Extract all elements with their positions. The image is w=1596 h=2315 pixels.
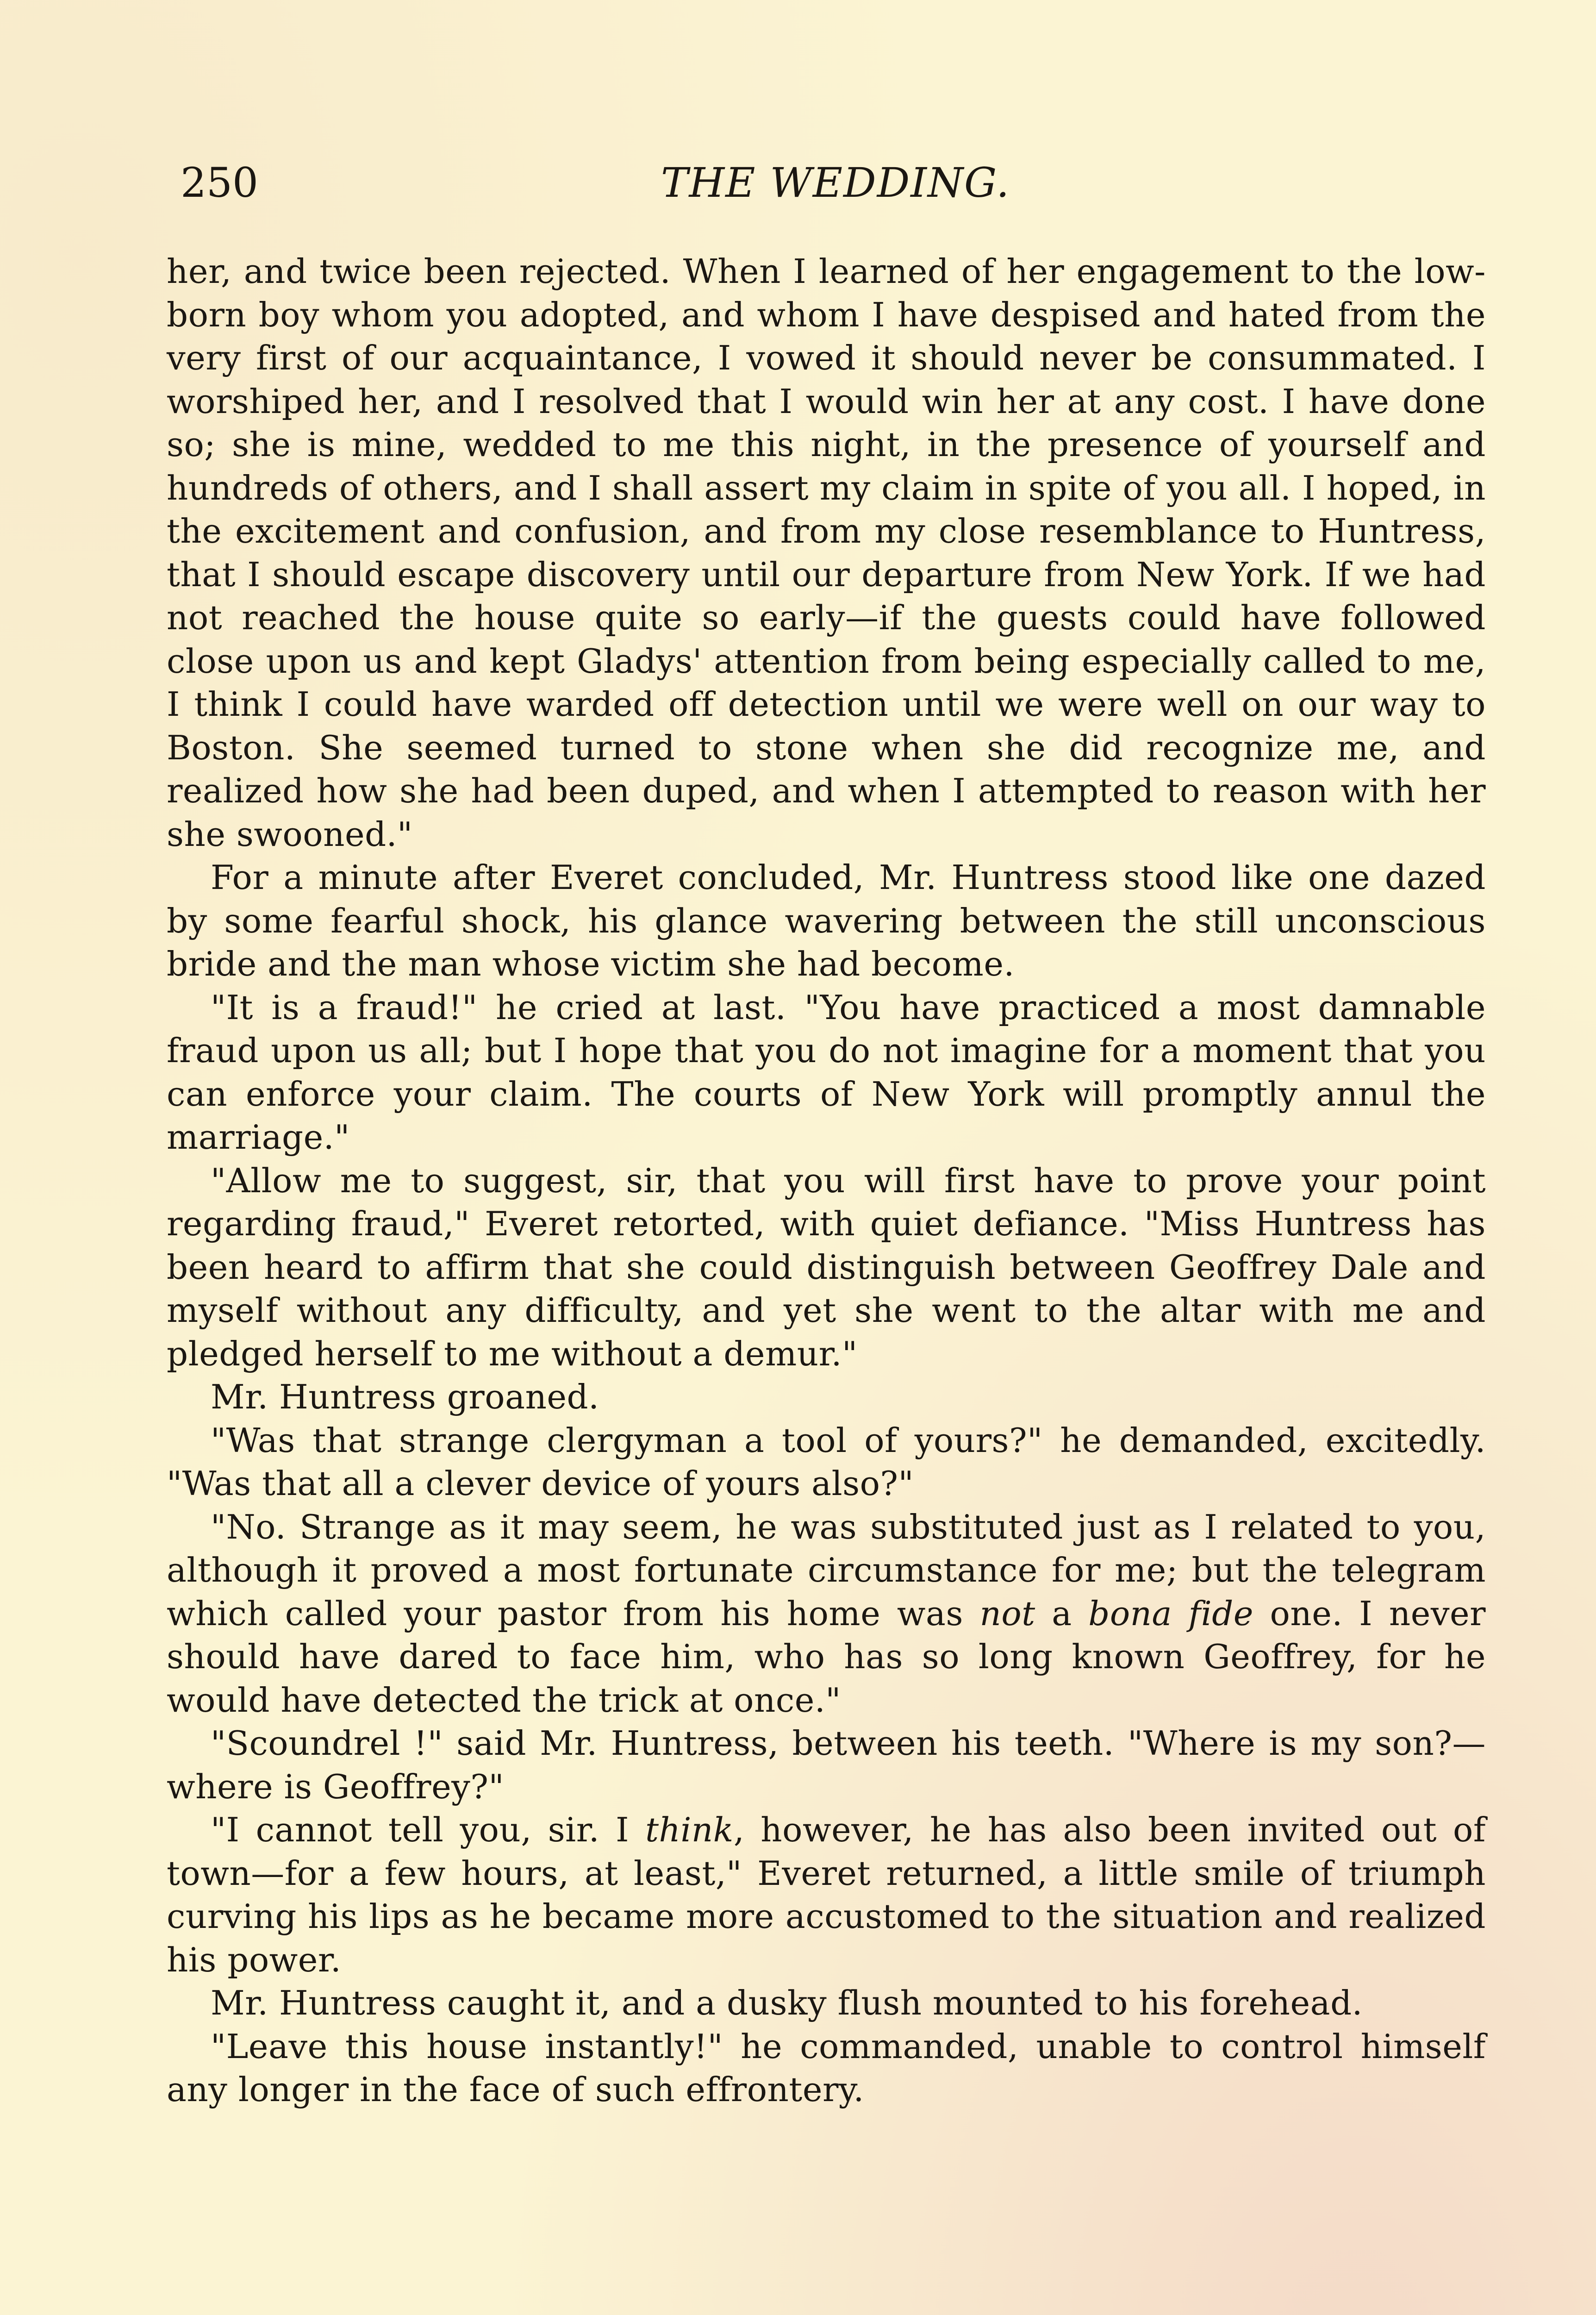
text-run: For a minute after Everet concluded, Mr. Huntress stood like one dazed by some fearful shock, his glance wavering between the still unconscious bride and the man whose victim she had become. xyxy=(167,858,1486,983)
paragraph xyxy=(167,1419,1486,1506)
text-run: "It is a fraud!" he cried at last. "You have practiced a most damnable fraud upon us all; but I hope that you do not imagine for a moment that you can enforce your claim. The courts of New York will promptly annul the marriage." xyxy=(167,988,1486,1157)
text-run: Mr. Huntress groaned. xyxy=(211,1377,599,1416)
page-header xyxy=(181,157,1490,208)
page-number: 250 xyxy=(181,159,258,206)
italic-text: bona fide xyxy=(1088,1594,1253,1633)
paragraph xyxy=(167,1982,1486,2025)
italic-text: not xyxy=(979,1594,1035,1633)
paragraph xyxy=(167,1159,1486,1376)
body-text xyxy=(167,250,1486,2112)
text-run: "I cannot tell you, sir. I xyxy=(211,1810,646,1849)
text-run: "Scoundrel !" said Mr. Huntress, between his teeth. "Where is my son?—where is Geoffrey?" xyxy=(167,1724,1486,1806)
text-run: her, and twice been rejected. When I learned of her engagement to the low-born boy whom you adopted, and whom I have despised and hated from the very first of our acquaintance, I vowed it should never be consummated. I worshiped her, and I resolved that I would win her at any cost. I have done so; she is mine, wedded to me this night, in the presence of yourself and hundreds of others, and I shall assert my claim in spite of you all. I hoped, in the excitement and confusion, and from my close resemblance to Huntress, that I should escape discovery until our departure from New York. If we had not reached the house quite so early—if the guests could have followed close upon us and kept Gladys' attention from being especially called to me, I think I could have warded off detection until we were well on our way to Boston. She seemed turned to stone when she did recognize me, and realized how she had been duped, and when I attempted to reason with her she swooned." xyxy=(167,252,1486,854)
paragraph xyxy=(167,986,1486,1159)
paragraph xyxy=(167,856,1486,986)
paragraph xyxy=(167,1808,1486,1982)
italic-text: think xyxy=(645,1810,734,1849)
paragraph xyxy=(167,250,1486,856)
text-run: "Leave this house instantly!" he commanded, unable to control himself any longer in the face of such effrontery. xyxy=(167,2027,1486,2109)
paragraph xyxy=(167,2025,1486,2112)
text-run: a xyxy=(1035,1594,1089,1633)
text-run: "Was that strange clergyman a tool of yours?" he demanded, excitedly. "Was that all a clever device of yours also?" xyxy=(167,1420,1486,1503)
text-run: "Allow me to suggest, sir, that you will first have to prove your point regarding fraud," Everet retorted, with quiet defiance. "Miss Huntress has been heard to affirm that she could distinguish between Geoffrey Dale and myself without any difficulty, and yet she went to the altar with me and pledged herself to me without a demur." xyxy=(167,1161,1486,1373)
running-title: THE WEDDING. xyxy=(661,159,1010,206)
text-run: "No. Strange as it may seem, he was substituted just as I related to you, although it proved a most fortunate circumstance for me; but the telegram which called your pastor from his home was xyxy=(167,1507,1486,1633)
text-run: Mr. Huntress caught it, and a dusky flush mounted to his forehead. xyxy=(211,1983,1363,2022)
paragraph xyxy=(167,1506,1486,1722)
paragraph xyxy=(167,1376,1486,1419)
paragraph xyxy=(167,1722,1486,1808)
text-run: , however, he has also been invited out of town—for a few hours, at least," Everet returned, a little smile of triumph curving his lips as he became more accustomed to the situation and realized his power. xyxy=(167,1810,1486,1979)
text-run: one. I never should have dared to face him, who has so long known Geoffrey, for he would have detected the trick at once." xyxy=(167,1594,1486,1720)
